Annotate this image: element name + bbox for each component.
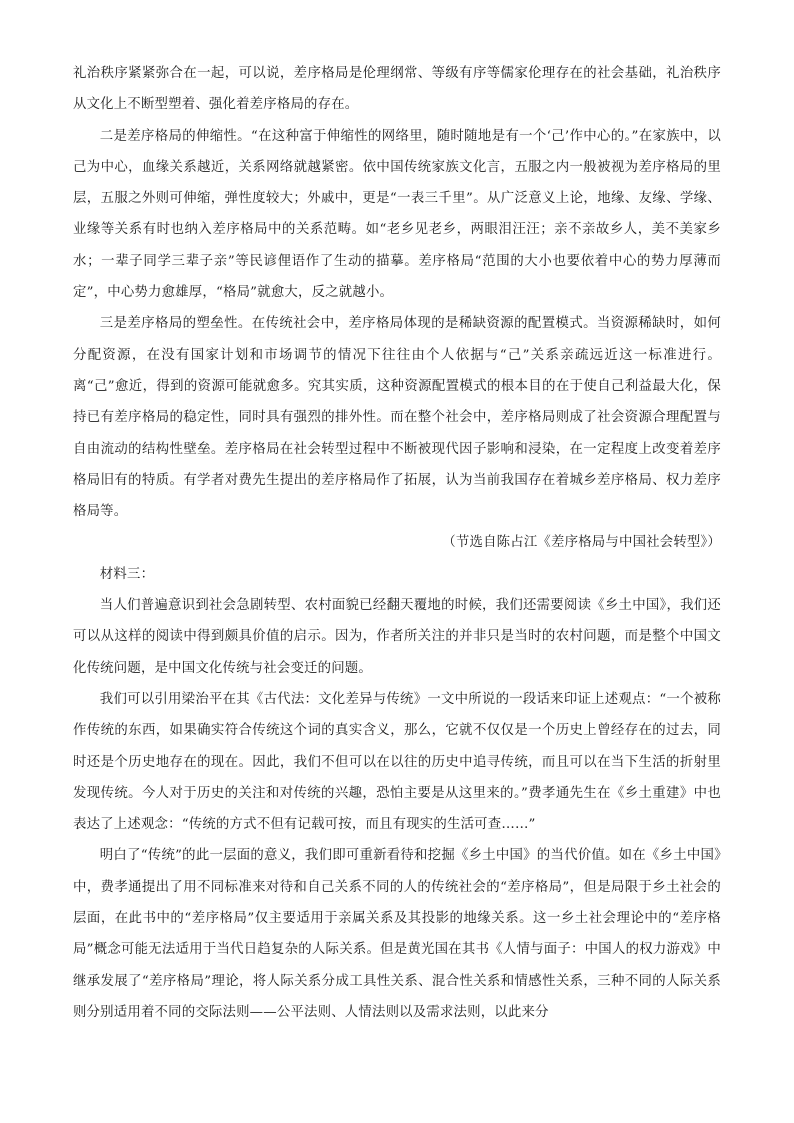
paragraph-6: 明白了“传统”的此一层面的意义，我们即可重新看待和挖掘《乡土中国》的当代价值。如在《乡土中国》中，费孝通提出了用不同标准来对待和自己关系不同的人的传统社会的“差序格局”，但是局限于乡土社会的层面，在此书中的“差序格局”仅主要适用于亲属关系及其投影的地缘关系。这一乡土社会理论中的“差序格局”概念可能无法适用于当代日趋复杂的人际关系。但是黄光国在其书《人情与面子：中国人的权力游戏》中继承发展了“差序格局”理论，将人际关系分成工具性关系、混合性关系和情感性关系，三种不同的人际关系则分别适用着不同的交际法则——公平法则、人情法则以及需求法则，以此来分 <box>73 848 721 1020</box>
document-page <box>73 58 721 1028</box>
paragraph-1: 礼治秩序紧紧弥合在一起，可以说，差序格局是伦理纲常、等级有序等儒家伦理存在的社会基础，礼治秩序从文化上不断型塑着、强化着差序格局的存在。 <box>73 66 721 113</box>
section-label: 材料三： <box>99 566 155 582</box>
paragraph-4: 当人们普遍意识到社会急剧转型、农村面貌已经翻天覆地的时候，我们还需要阅读《乡土中国》，我们还可以从这样的阅读中得到颇具价值的启示。因为，作者所关注的并非只是当时的农村问题，而是整个中国文化传统问题，是中国文化传统与社会变迁的问题。 <box>73 598 721 676</box>
paragraph-2: 二是差序格局的伸缩性。“在这种富于伸缩性的网络里，随时随地是有一个‘己’作中心的。”在家族中，以己为中心，血缘关系越近，关系网络就越紧密。依中国传统家族文化言，五服之内一般被视为差序格局的里层，五服之外则可伸缩，弹性度较大；外戚中，更是“一表三千里”。从广泛意义上论，地缘、友缘、学缘、业缘等关系有时也纳入差序格局中的关系范畴。如“老乡见老乡，两眼泪汪汪；亲不亲故乡人，美不美家乡水；一辈子同学三辈子亲”等民谚俚语作了生动的描摹。差序格局“范围的大小也要依着中心的势力厚薄而定”，中心势力愈雄厚，“格局”就愈大，反之就越小。 <box>73 128 721 301</box>
source-note: （节选自陈占江《差序格局与中国社会转型》） <box>442 535 721 551</box>
paragraph-3: 三是差序格局的塑垒性。在传统社会中，差序格局体现的是稀缺资源的配置模式。当资源稀缺时，如何分配资源，在没有国家计划和市场调节的情况下往往由个人依据与“己”关系亲疏远近这一标准进行。离“己”愈近，得到的资源可能就愈多。究其实质，这种资源配置模式的根本目的在于使自己利益最大化，保持已有差序格局的稳定性，同时具有强烈的排外性。而在整个社会中，差序格局则成了社会资源合理配置与自由流动的结构性壁垒。差序格局在社会转型过程中不断被现代因子影响和浸染，在一定程度上改变着差序格局旧有的特质。有学者对费先生提出的差序格局作了拓展，认为当前我国存在着城乡差序格局、权力差序格局等。 <box>73 316 721 520</box>
paragraph-5: 我们可以引用梁治平在其《古代法：文化差异与传统》一文中所说的一段话来印证上述观点：“一个被称作传统的东西，如果确实符合传统这个词的真实含义，那么，它就不仅仅是一个历史上曾经存在的过去，同时还是个历史地存在的现在。因此，我们不但可以在以往的历史中追寻传统，而且可以在当下生活的折射里发现传统。今人对于历史的关注和对传统的兴趣，恐怕主要是从这里来的。”费孝通先生在《乡土重建》中也表达了上述观念：“传统的方式不但有记载可按，而且有现实的生活可查……” <box>73 691 721 833</box>
